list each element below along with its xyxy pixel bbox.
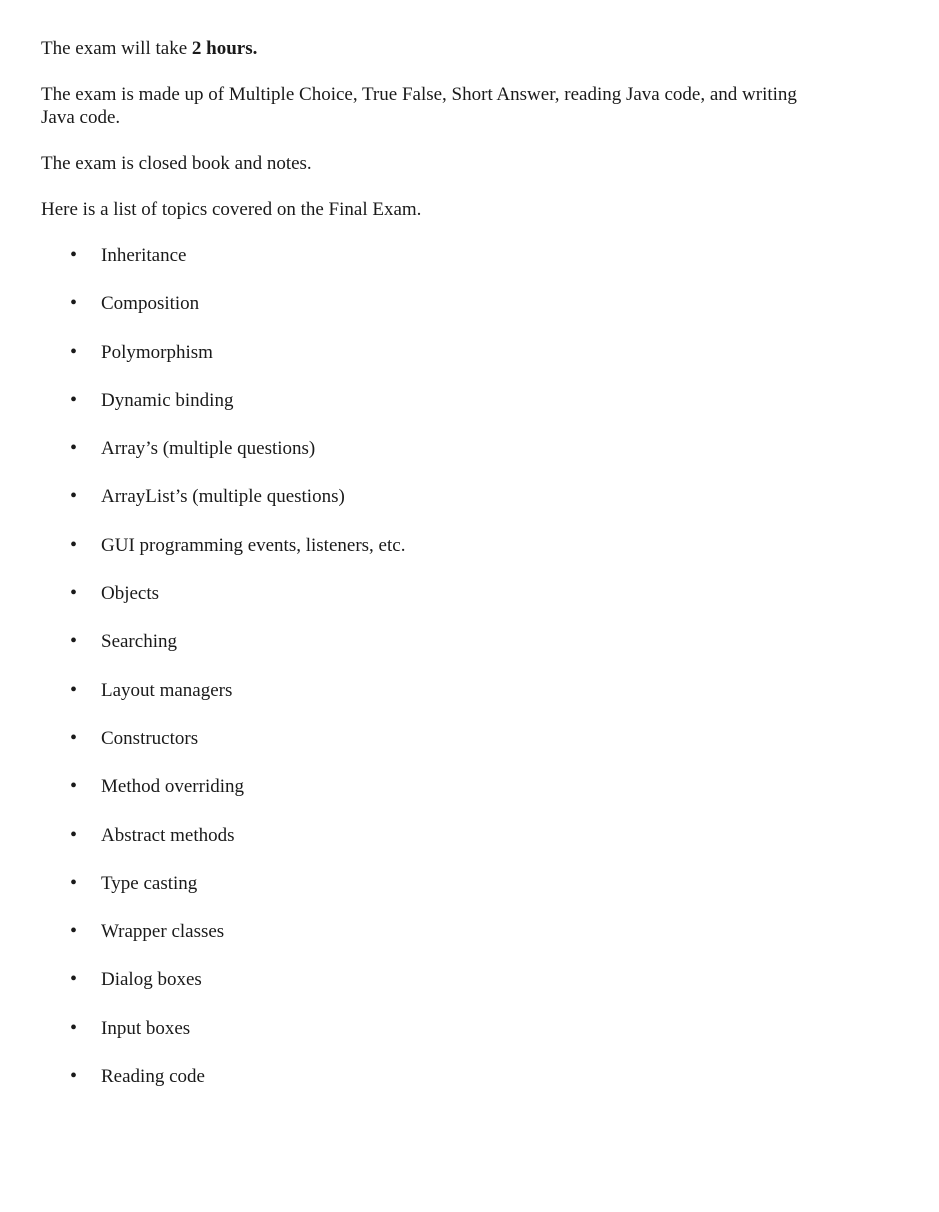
topic-label: Composition <box>101 293 200 315</box>
topic-label: Polymorphism <box>101 341 213 363</box>
bullet-icon: • <box>70 340 78 363</box>
bullet-icon: • <box>70 968 78 991</box>
exam-duration-paragraph <box>41 37 801 60</box>
topic-list-item <box>41 920 801 943</box>
topic-list-item <box>41 630 801 653</box>
topic-list-item <box>41 582 801 605</box>
bullet-icon: • <box>70 292 78 315</box>
bullet-icon: • <box>70 437 78 460</box>
topic-list-item <box>41 1065 801 1088</box>
topic-label: GUI programming events, listeners, etc. <box>101 534 406 556</box>
topic-list-item <box>41 679 801 702</box>
topic-label: Dialog boxes <box>101 969 202 991</box>
topic-list-item <box>41 872 801 895</box>
bullet-icon: • <box>70 582 78 605</box>
topic-label: Type casting <box>101 872 198 894</box>
exam-duration-value: 2 hours. <box>191 38 258 59</box>
topic-label: Constructors <box>101 727 199 749</box>
topic-label: Layout managers <box>101 679 233 701</box>
topics-heading: Here is a list of topics covered on the Final Exam. <box>41 199 422 220</box>
topic-label: Array’s (multiple questions) <box>101 438 316 460</box>
topic-list-item <box>41 727 801 750</box>
bullet-icon: • <box>70 823 78 846</box>
topic-label: Input boxes <box>101 1017 191 1039</box>
topic-list-item <box>41 534 801 557</box>
topic-label: Searching <box>101 631 177 653</box>
bullet-icon: • <box>70 775 78 798</box>
topic-label: ArrayList’s (multiple questions) <box>101 486 345 508</box>
topic-label: Abstract methods <box>101 824 235 846</box>
bullet-icon: • <box>70 1065 78 1088</box>
topic-label: Inheritance <box>101 245 187 266</box>
topic-label: Dynamic binding <box>101 389 234 411</box>
topics-list <box>41 244 801 1088</box>
bullet-icon: • <box>70 678 78 701</box>
topic-label: Wrapper classes <box>101 921 225 943</box>
topic-list-item <box>41 389 801 412</box>
topic-list-item <box>41 244 801 267</box>
topic-list-item <box>41 341 801 364</box>
bullet-icon: • <box>70 1016 78 1039</box>
topic-list-item <box>41 485 801 508</box>
topic-label: Objects <box>101 583 160 605</box>
bullet-icon: • <box>70 244 78 266</box>
topic-list-item <box>41 775 801 798</box>
exam-format-paragraph: The exam is made up of Multiple Choice, True False, Short Answer, reading Java code, and writing Java code. <box>41 84 797 128</box>
topic-list-item <box>41 968 801 991</box>
bullet-icon: • <box>70 485 78 508</box>
exam-duration-prefix: The exam will take <box>41 38 192 59</box>
bullet-icon: • <box>70 920 78 943</box>
bullet-icon: • <box>70 726 78 749</box>
topic-list-item <box>41 1017 801 1040</box>
bullet-icon: • <box>70 533 78 556</box>
topic-list-item <box>41 824 801 847</box>
topic-list-item <box>41 292 801 315</box>
bullet-icon: • <box>70 871 78 894</box>
bullet-icon: • <box>70 630 78 653</box>
bullet-icon: • <box>70 388 78 411</box>
topic-label: Reading code <box>101 1066 205 1088</box>
exam-closed-book-paragraph: The exam is closed book and notes. <box>41 153 312 174</box>
topic-list-item <box>41 437 801 460</box>
topic-label: Method overriding <box>101 776 245 798</box>
